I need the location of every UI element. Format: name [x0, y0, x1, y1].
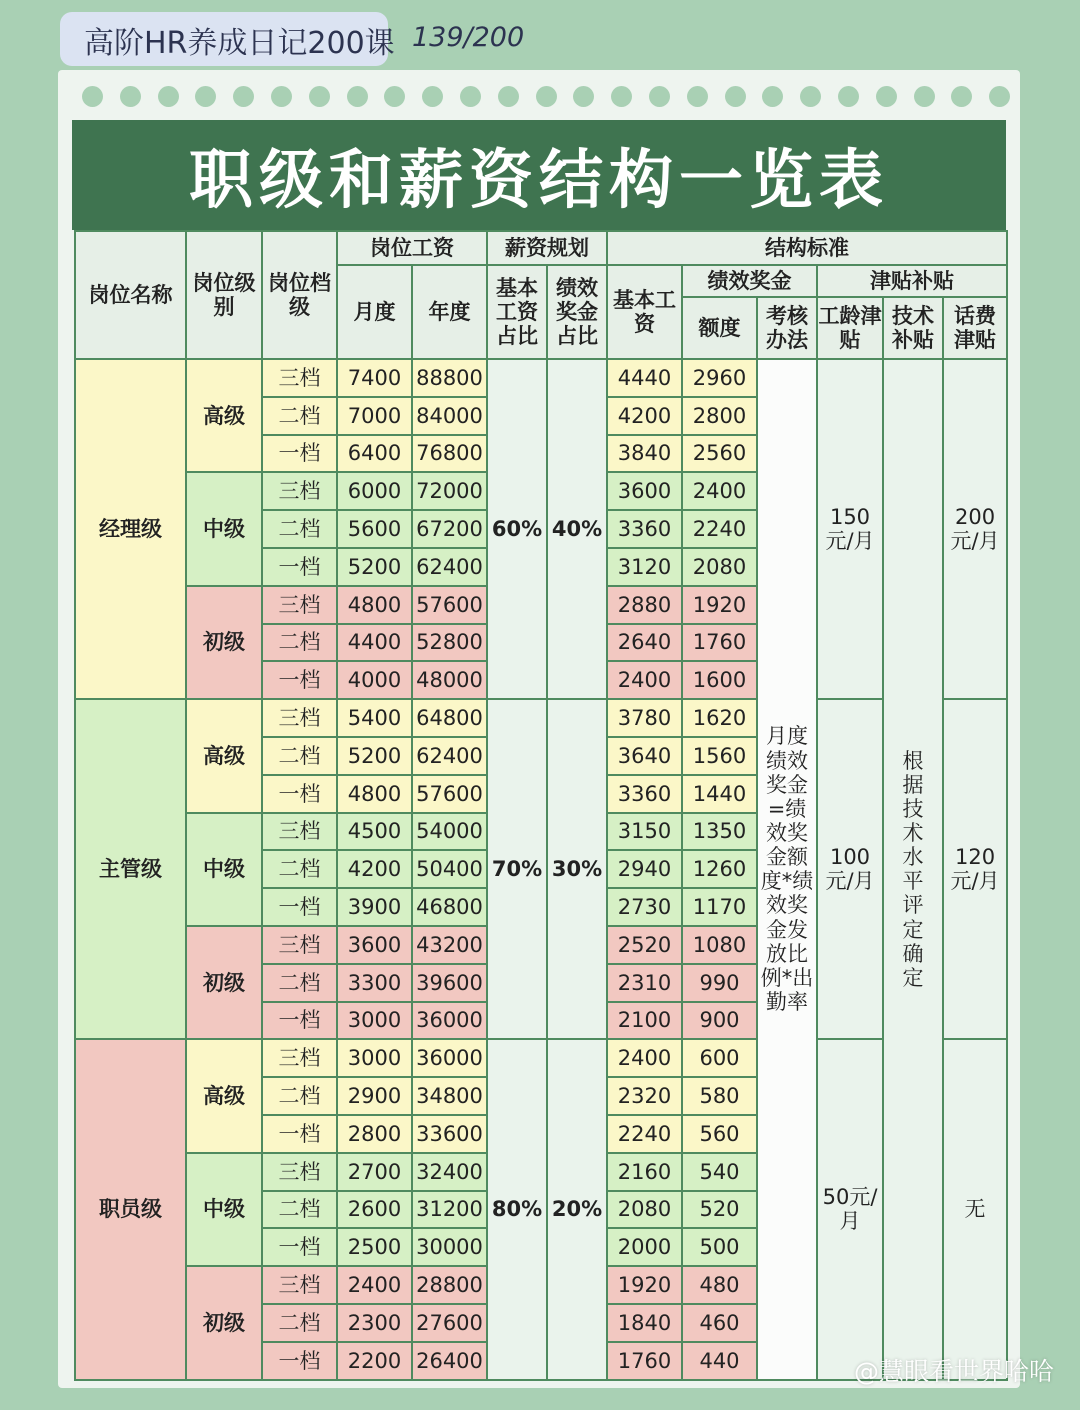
binder-hole — [951, 86, 972, 107]
binder-hole — [422, 86, 443, 107]
base-ratio-cell: 80% — [487, 1039, 547, 1379]
base-ratio-cell: 60% — [487, 359, 547, 699]
perf-amount-cell: 1260 — [682, 850, 757, 888]
header-base-salary: 基本工资 — [607, 265, 682, 359]
monthly-salary-cell: 4800 — [337, 586, 412, 624]
grade-cell: 二档 — [262, 510, 337, 548]
monthly-salary-cell: 2300 — [337, 1304, 412, 1342]
annual-salary-cell: 76800 — [412, 435, 487, 473]
perf-amount-cell: 2080 — [682, 548, 757, 586]
grade-cell: 二档 — [262, 737, 337, 775]
binder-hole — [195, 86, 216, 107]
grade-cell: 二档 — [262, 624, 337, 662]
grade-cell: 三档 — [262, 1266, 337, 1304]
base-salary-cell: 3150 — [607, 813, 682, 851]
perf-amount-cell: 2240 — [682, 510, 757, 548]
perf-ratio-cell: 40% — [547, 359, 607, 699]
binder-hole — [384, 86, 405, 107]
annual-salary-cell: 57600 — [412, 775, 487, 813]
header-structure-standard: 结构标准 — [607, 231, 1007, 265]
monthly-salary-cell: 7400 — [337, 359, 412, 397]
grade-cell: 三档 — [262, 1039, 337, 1077]
monthly-salary-cell: 4500 — [337, 813, 412, 851]
base-salary-cell: 3640 — [607, 737, 682, 775]
annual-salary-cell: 33600 — [412, 1115, 487, 1153]
perf-amount-cell: 2400 — [682, 472, 757, 510]
annual-salary-cell: 62400 — [412, 548, 487, 586]
annual-salary-cell: 31200 — [412, 1191, 487, 1229]
binder-hole — [460, 86, 481, 107]
base-salary-cell: 3600 — [607, 472, 682, 510]
perf-amount-cell: 560 — [682, 1115, 757, 1153]
perf-amount-cell: 520 — [682, 1191, 757, 1229]
annual-salary-cell: 39600 — [412, 964, 487, 1002]
monthly-salary-cell: 2600 — [337, 1191, 412, 1229]
assessment-text-line: 奖金 — [766, 772, 808, 797]
perf-ratio-cell: 20% — [547, 1039, 607, 1379]
grade-cell: 三档 — [262, 586, 337, 624]
monthly-salary-cell: 7000 — [337, 397, 412, 435]
perf-amount-cell: 440 — [682, 1342, 757, 1380]
seniority-allowance-cell: 150元/月 — [817, 359, 883, 699]
position-level-cell: 高级 — [186, 699, 262, 812]
monthly-salary-cell: 2200 — [337, 1342, 412, 1380]
grade-cell: 一档 — [262, 661, 337, 699]
annual-salary-cell: 84000 — [412, 397, 487, 435]
table-row — [75, 699, 1007, 737]
header-allowance: 津贴补贴 — [817, 265, 1007, 297]
base-salary-cell: 3360 — [607, 510, 682, 548]
perf-amount-cell: 1440 — [682, 775, 757, 813]
monthly-salary-cell: 2500 — [337, 1228, 412, 1266]
annual-salary-cell: 34800 — [412, 1077, 487, 1115]
header-tech-subsidy: 技术补贴 — [883, 297, 943, 359]
tech-subsidy-text-line: 根 — [902, 748, 924, 773]
header-post-salary: 岗位工资 — [337, 231, 487, 265]
phone-allowance-cell: 120元/月 — [943, 699, 1007, 1039]
annual-salary-cell: 36000 — [412, 1002, 487, 1040]
annual-salary-cell: 36000 — [412, 1039, 487, 1077]
position-name-cell: 经理级 — [75, 359, 186, 699]
grade-cell: 二档 — [262, 397, 337, 435]
monthly-salary-cell: 3000 — [337, 1039, 412, 1077]
assessment-text-line: 金额 — [766, 845, 808, 870]
perf-amount-cell: 1620 — [682, 699, 757, 737]
base-salary-cell: 2160 — [607, 1153, 682, 1191]
grade-cell: 三档 — [262, 472, 337, 510]
perf-amount-cell: 1760 — [682, 624, 757, 662]
table-row — [75, 1039, 1007, 1077]
base-salary-cell: 3780 — [607, 699, 682, 737]
annual-salary-cell: 46800 — [412, 888, 487, 926]
grade-cell: 一档 — [262, 548, 337, 586]
grade-cell: 三档 — [262, 813, 337, 851]
annual-salary-cell: 43200 — [412, 926, 487, 964]
monthly-salary-cell: 6000 — [337, 472, 412, 510]
grade-cell: 三档 — [262, 359, 337, 397]
binder-hole — [611, 86, 632, 107]
assessment-text-line: 金发 — [766, 917, 808, 942]
header-base-ratio: 基本工资占比 — [487, 265, 547, 359]
position-level-cell: 中级 — [186, 1153, 262, 1266]
base-salary-cell: 3120 — [607, 548, 682, 586]
perf-amount-cell: 1080 — [682, 926, 757, 964]
position-level-cell: 初级 — [186, 586, 262, 699]
monthly-salary-cell: 5600 — [337, 510, 412, 548]
tech-subsidy-text-line: 定 — [902, 917, 924, 942]
base-salary-cell: 2310 — [607, 964, 682, 1002]
monthly-salary-cell: 2700 — [337, 1153, 412, 1191]
grade-cell: 三档 — [262, 1153, 337, 1191]
tech-subsidy-text-line: 技 — [902, 796, 924, 821]
position-level-cell: 中级 — [186, 813, 262, 926]
tech-subsidy-text-line: 平 — [902, 869, 924, 894]
header-salary-plan: 薪资规划 — [487, 231, 607, 265]
annual-salary-cell: 50400 — [412, 850, 487, 888]
monthly-salary-cell: 2800 — [337, 1115, 412, 1153]
binder-hole — [158, 86, 179, 107]
base-salary-cell: 2000 — [607, 1228, 682, 1266]
table-row — [75, 359, 1007, 397]
watermark: @慧眼看世界哈哈 — [853, 1357, 1054, 1386]
base-salary-cell: 2940 — [607, 850, 682, 888]
annual-salary-cell: 48000 — [412, 661, 487, 699]
grade-cell: 一档 — [262, 1002, 337, 1040]
tech-subsidy-text-line: 术 — [902, 820, 924, 845]
binder-hole — [271, 86, 292, 107]
assessment-text-line: 度*绩 — [760, 869, 814, 894]
header-perf-bonus: 绩效奖金 — [682, 265, 817, 297]
position-level-cell: 高级 — [186, 1039, 262, 1152]
perf-amount-cell: 540 — [682, 1153, 757, 1191]
perf-amount-cell: 480 — [682, 1266, 757, 1304]
binder-hole — [309, 86, 330, 107]
annual-salary-cell: 26400 — [412, 1342, 487, 1380]
annual-salary-cell: 88800 — [412, 359, 487, 397]
monthly-salary-cell: 4200 — [337, 850, 412, 888]
base-salary-cell: 3360 — [607, 775, 682, 813]
grade-cell: 一档 — [262, 775, 337, 813]
monthly-salary-cell: 3000 — [337, 1002, 412, 1040]
annual-salary-cell: 72000 — [412, 472, 487, 510]
monthly-salary-cell: 4400 — [337, 624, 412, 662]
position-level-cell: 初级 — [186, 1266, 262, 1379]
perf-ratio-cell: 30% — [547, 699, 607, 1039]
perf-amount-cell: 1170 — [682, 888, 757, 926]
tech-subsidy-cell — [883, 359, 943, 1380]
assessment-text-line: 月度 — [766, 724, 808, 749]
monthly-salary-cell: 4800 — [337, 775, 412, 813]
base-salary-cell: 2400 — [607, 1039, 682, 1077]
perf-amount-cell: 500 — [682, 1228, 757, 1266]
perf-amount-cell: 2560 — [682, 435, 757, 473]
perf-amount-cell: 460 — [682, 1304, 757, 1342]
base-ratio-cell: 70% — [487, 699, 547, 1039]
page-title: 职级和薪资结构一览表 — [189, 144, 889, 218]
assessment-text-line: 例*出 — [760, 965, 814, 990]
binder-hole — [838, 86, 859, 107]
note-tag-label: 高阶HR养成日记200课 — [84, 26, 395, 61]
grade-cell: 二档 — [262, 964, 337, 1002]
base-salary-cell: 2240 — [607, 1115, 682, 1153]
grade-cell: 三档 — [262, 699, 337, 737]
header-assessment-method: 考核办法 — [757, 297, 817, 359]
header-position-grade: 岗位档级 — [262, 231, 337, 359]
grade-cell: 二档 — [262, 1077, 337, 1115]
annual-salary-cell: 32400 — [412, 1153, 487, 1191]
binder-hole — [498, 86, 519, 107]
assessment-text-line: 效奖 — [766, 893, 808, 918]
monthly-salary-cell: 3600 — [337, 926, 412, 964]
binder-holes — [82, 86, 1002, 108]
base-salary-cell: 2100 — [607, 1002, 682, 1040]
base-salary-cell: 2400 — [607, 661, 682, 699]
tech-subsidy-text-line: 水 — [902, 845, 924, 870]
binder-hole — [347, 86, 368, 107]
binder-hole — [876, 86, 897, 107]
monthly-salary-cell: 5200 — [337, 737, 412, 775]
binder-hole — [536, 86, 557, 107]
binder-hole — [762, 86, 783, 107]
header-monthly: 月度 — [337, 265, 412, 359]
annual-salary-cell: 64800 — [412, 699, 487, 737]
perf-amount-cell: 1920 — [682, 586, 757, 624]
perf-amount-cell: 580 — [682, 1077, 757, 1115]
base-salary-cell: 1920 — [607, 1266, 682, 1304]
grade-cell: 二档 — [262, 1191, 337, 1229]
binder-hole — [573, 86, 594, 107]
monthly-salary-cell: 5200 — [337, 548, 412, 586]
base-salary-cell: 1840 — [607, 1304, 682, 1342]
monthly-salary-cell: 4000 — [337, 661, 412, 699]
monthly-salary-cell: 2400 — [337, 1266, 412, 1304]
grade-cell: 一档 — [262, 888, 337, 926]
annual-salary-cell: 67200 — [412, 510, 487, 548]
grade-cell: 一档 — [262, 435, 337, 473]
perf-amount-cell: 1600 — [682, 661, 757, 699]
monthly-salary-cell: 2900 — [337, 1077, 412, 1115]
annual-salary-cell: 30000 — [412, 1228, 487, 1266]
base-salary-cell: 4200 — [607, 397, 682, 435]
annual-salary-cell: 54000 — [412, 813, 487, 851]
base-salary-cell: 1760 — [607, 1342, 682, 1380]
annual-salary-cell: 27600 — [412, 1304, 487, 1342]
grade-cell: 二档 — [262, 1304, 337, 1342]
perf-amount-cell: 990 — [682, 964, 757, 1002]
base-salary-cell: 2520 — [607, 926, 682, 964]
grade-cell: 三档 — [262, 926, 337, 964]
lesson-counter: 139/200 — [412, 22, 525, 53]
tech-subsidy-text-line: 据 — [902, 772, 924, 797]
grade-cell: 一档 — [262, 1228, 337, 1266]
position-level-cell: 高级 — [186, 359, 262, 472]
binder-hole — [687, 86, 708, 107]
assessment-text-line: 绩效 — [766, 748, 808, 773]
grade-cell: 一档 — [262, 1115, 337, 1153]
phone-allowance-cell: 200元/月 — [943, 359, 1007, 699]
base-salary-cell: 3840 — [607, 435, 682, 473]
assessment-text-line: 效奖 — [766, 820, 808, 845]
header-seniority-allowance: 工龄津贴 — [817, 297, 883, 359]
tech-subsidy-text-line: 定 — [902, 965, 924, 990]
perf-amount-cell: 600 — [682, 1039, 757, 1077]
base-salary-cell: 2880 — [607, 586, 682, 624]
binder-hole — [82, 86, 103, 107]
position-name-cell: 职员级 — [75, 1039, 186, 1379]
base-salary-cell: 2640 — [607, 624, 682, 662]
perf-amount-cell: 1560 — [682, 737, 757, 775]
assessment-text-line: 勤率 — [766, 989, 808, 1014]
header-position-name: 岗位名称 — [75, 231, 186, 359]
header-amount: 额度 — [682, 297, 757, 359]
binder-hole — [914, 86, 935, 107]
binder-hole — [800, 86, 821, 107]
binder-hole — [233, 86, 254, 107]
tech-subsidy-text-line: 评 — [902, 893, 924, 918]
header-annual: 年度 — [412, 265, 487, 359]
annual-salary-cell: 52800 — [412, 624, 487, 662]
position-name-cell: 主管级 — [75, 699, 186, 1039]
monthly-salary-cell: 6400 — [337, 435, 412, 473]
base-salary-cell: 2080 — [607, 1191, 682, 1229]
base-salary-cell: 4440 — [607, 359, 682, 397]
salary-table-body — [75, 359, 1007, 1380]
binder-hole — [120, 86, 141, 107]
header-position-level: 岗位级别 — [186, 231, 262, 359]
assessment-text-line: 放比 — [766, 941, 808, 966]
tech-subsidy-text-line: 确 — [902, 941, 924, 966]
title-bar — [72, 120, 1006, 230]
header-perf-ratio: 绩效奖金占比 — [547, 265, 607, 359]
salary-structure-table — [74, 230, 1008, 1381]
phone-allowance-cell: 无 — [943, 1039, 1007, 1379]
seniority-allowance-cell: 100元/月 — [817, 699, 883, 1039]
seniority-allowance-cell: 50元/月 — [817, 1039, 883, 1379]
annual-salary-cell: 57600 — [412, 586, 487, 624]
grade-cell: 一档 — [262, 1342, 337, 1380]
monthly-salary-cell: 5400 — [337, 699, 412, 737]
annual-salary-cell: 28800 — [412, 1266, 487, 1304]
assessment-text-line: =绩 — [767, 796, 807, 821]
assessment-method-cell — [757, 359, 817, 1380]
header-phone-allowance: 话费津贴 — [943, 297, 1007, 359]
grade-cell: 二档 — [262, 850, 337, 888]
position-level-cell: 初级 — [186, 926, 262, 1039]
monthly-salary-cell: 3300 — [337, 964, 412, 1002]
perf-amount-cell: 2800 — [682, 397, 757, 435]
base-salary-cell: 2320 — [607, 1077, 682, 1115]
binder-hole — [725, 86, 746, 107]
perf-amount-cell: 1350 — [682, 813, 757, 851]
perf-amount-cell: 900 — [682, 1002, 757, 1040]
perf-amount-cell: 2960 — [682, 359, 757, 397]
position-level-cell: 中级 — [186, 472, 262, 585]
monthly-salary-cell: 3900 — [337, 888, 412, 926]
base-salary-cell: 2730 — [607, 888, 682, 926]
annual-salary-cell: 62400 — [412, 737, 487, 775]
binder-hole — [649, 86, 670, 107]
